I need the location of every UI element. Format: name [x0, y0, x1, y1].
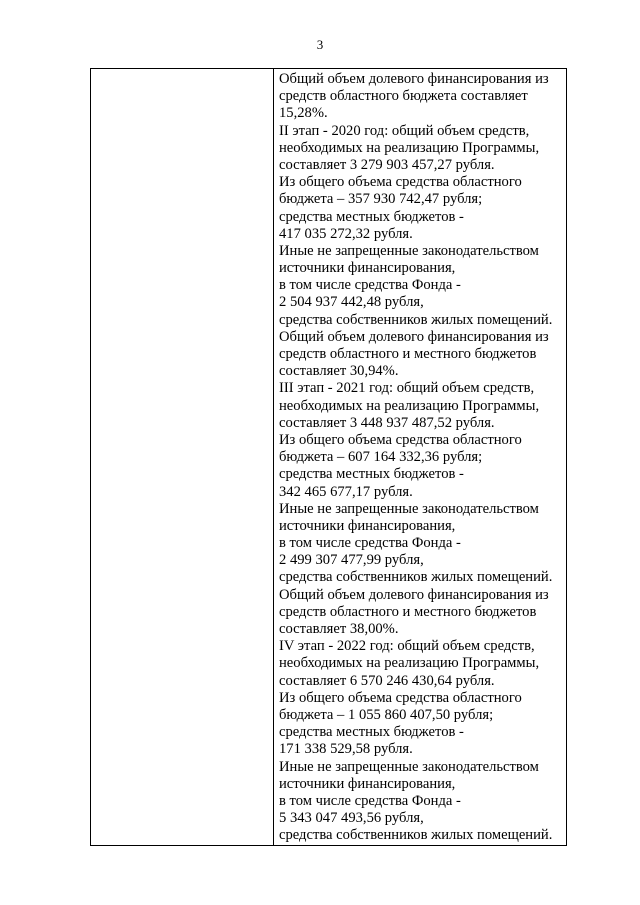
text-line: Иные не запрещенные законодательством	[279, 500, 539, 517]
text-line: необходимых на реализацию Программы,	[279, 397, 540, 414]
text-line: средства собственников жилых помещений.	[279, 569, 553, 586]
text-line: бюджета – 1 055 860 407,50 рубля;	[279, 706, 494, 723]
page-number: 3	[316, 37, 324, 52]
text-line: средства местных бюджетов -	[279, 466, 464, 483]
text-line: средств областного бюджета составляет	[279, 88, 528, 105]
text-line: III этап - 2021 год: общий объем средств,	[279, 380, 535, 397]
text-line: Из общего объема средства областного	[279, 174, 522, 191]
text-line: необходимых на реализацию Программы,	[279, 139, 540, 156]
text-line: Общий объем долевого финансирования из	[279, 328, 549, 345]
text-line: 5 343 047 493,56 рубля,	[279, 810, 424, 827]
text-line: Иные не запрещенные законодательством	[279, 242, 539, 259]
table-right-cell	[274, 69, 566, 845]
text-line: средств областного и местного бюджетов	[279, 346, 537, 362]
text-line: 2 499 307 477,99 рубля,	[279, 552, 424, 569]
document-table	[90, 68, 567, 846]
text-line: Общий объем долевого финансирования из	[279, 71, 549, 87]
text-line: источники финансирования,	[279, 775, 456, 792]
table-left-cell	[91, 69, 274, 845]
text-line: 15,28%.	[279, 105, 328, 122]
text-line: 2 504 937 442,48 рубля,	[279, 294, 424, 311]
text-line: составляет 3 448 937 487,52 рубля.	[279, 414, 495, 431]
text-line: средства местных бюджетов -	[279, 724, 464, 741]
text-line: в том числе средства Фонда -	[279, 535, 461, 552]
text-line: Из общего объема средства областного	[279, 689, 522, 706]
text-line: 417 035 272,32 рубля.	[279, 225, 413, 242]
text-line: Общий объем долевого финансирования из	[279, 586, 549, 603]
text-line: составляет 3 279 903 457,27 рубля.	[279, 156, 495, 173]
text-line: 171 338 529,58 рубля.	[279, 741, 413, 758]
text-line: источники финансирования,	[279, 260, 456, 277]
text-line: Иные не запрещенные законодательством	[279, 758, 539, 775]
text-line: составляет 30,94%.	[279, 363, 399, 380]
text-line: средства собственников жилых помещений.	[279, 827, 553, 844]
text-line: необходимых на реализацию Программы,	[279, 655, 540, 672]
text-line: бюджета – 607 164 332,36 рубля;	[279, 449, 483, 466]
text-line: бюджета – 357 930 742,47 рубля;	[279, 191, 483, 208]
text-line: 342 465 677,17 рубля.	[279, 483, 413, 500]
text-line: в том числе средства Фонда -	[279, 277, 461, 294]
text-line: средства собственников жилых помещений.	[279, 311, 553, 328]
text-line: составляет 38,00%.	[279, 621, 399, 637]
text-line: II этап - 2020 год: общий объем средств,	[279, 122, 530, 139]
text-line: в том числе средства Фонда -	[279, 792, 461, 809]
text-line: Из общего объема средства областного	[279, 431, 522, 448]
text-line: IV этап - 2022 год: общий объем средств,	[279, 638, 535, 655]
text-line: источники финансирования,	[279, 517, 456, 534]
text-line: составляет 6 570 246 430,64 рубля.	[279, 672, 495, 689]
text-line: средства местных бюджетов -	[279, 208, 464, 225]
text-line: средств областного и местного бюджетов	[279, 603, 537, 620]
